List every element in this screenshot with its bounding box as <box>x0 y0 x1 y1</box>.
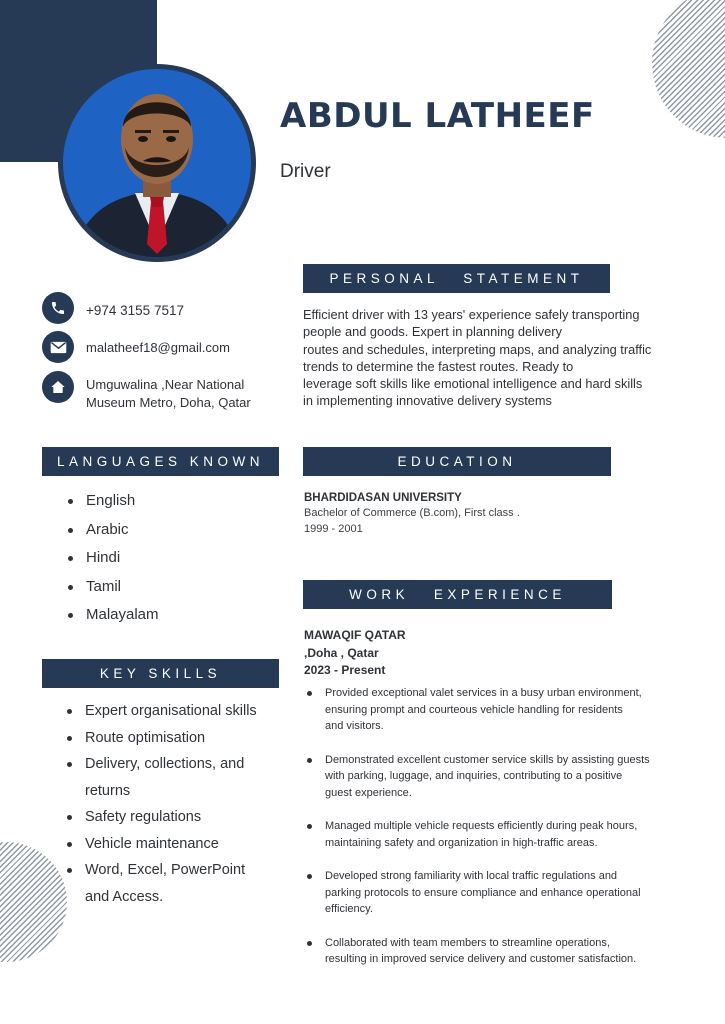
skills-list <box>63 698 257 910</box>
email-address: malatheef18@gmail.com <box>86 340 230 355</box>
list-item: Safety regulations <box>63 804 257 831</box>
work-experience-header: WORK EXPERIENCE <box>303 580 612 609</box>
list-item: Arabic <box>64 520 159 549</box>
list-item: Hindi <box>64 548 159 577</box>
education-entry <box>304 492 604 537</box>
list-item: Collaborated with team members to streamline operations, resulting in improved service delivery and customer satisfaction. <box>303 935 703 968</box>
personal-statement-text: Efficient driver with 13 years' experience safely transporting people and goods. Expert in planning delivery routes and schedules, interpreting maps, and analyzing traffic trends to determine the fastest routes. Ready to leverage soft skills like emotional intelligence and hard skills in implementing innovative delivery systems <box>303 307 652 409</box>
work-entry <box>304 627 704 680</box>
company-location: ,Doha , Qatar <box>304 645 379 660</box>
languages-list <box>64 491 159 634</box>
list-item: Delivery, collections, and <box>63 751 257 778</box>
hatched-circle-decoration <box>652 0 725 138</box>
work-period: 2023 - Present <box>304 663 386 677</box>
list-item: Word, Excel, PowerPoint <box>63 857 257 884</box>
home-address: Umguwalina ,Near National Museum Metro, Doha, Qatar <box>86 377 251 410</box>
key-skills-header: KEY SKILLS <box>42 659 279 688</box>
list-item: Provided exceptional valet services in a busy urban environment, ensuring prompt and courteous vehicle handling for residents and visitors. <box>303 685 703 735</box>
personal-statement-header: PERSONAL STATEMENT <box>303 264 610 293</box>
education-years: 1999 - 2001 <box>304 523 363 535</box>
list-item: English <box>64 491 159 520</box>
work-bullets <box>303 685 703 985</box>
mail-icon <box>42 331 74 363</box>
list-item: Managed multiple vehicle requests efficiently during peak hours, maintaining safety and organization in high-traffic areas. <box>303 818 703 851</box>
list-item: returns <box>85 782 131 799</box>
candidate-name: ABDUL LATHEEF <box>280 96 595 136</box>
job-title: Driver <box>280 161 331 182</box>
languages-header: LANGUAGES KNOWN <box>42 447 279 476</box>
list-item: Malayalam <box>64 605 159 634</box>
university-name: BHARDIDASAN UNIVERSITY <box>304 492 462 504</box>
phone-icon <box>42 292 74 324</box>
list-item: Developed strong familiarity with local traffic regulations and parking protocols to ensure compliance and enhance operational efficiency. <box>303 868 703 918</box>
list-item: Demonstrated excellent customer service skills by assisting guests with parking, luggage, and inquiries, contributing to a positive guest experience. <box>303 752 703 802</box>
home-icon <box>42 371 74 403</box>
education-header: EDUCATION <box>303 447 611 476</box>
list-item: Expert organisational skills <box>63 698 257 725</box>
degree: Bachelor of Commerce (B.com), First class . <box>304 507 520 519</box>
company-name: MAWAQIF QATAR <box>304 628 406 642</box>
list-item: Route optimisation <box>63 725 257 752</box>
list-item: Vehicle maintenance <box>63 831 257 858</box>
hatched-circle-decoration <box>0 842 67 962</box>
list-item: and Access. <box>85 888 164 905</box>
phone-number: +974 3155 7517 <box>86 303 184 318</box>
list-item: Tamil <box>64 577 159 606</box>
profile-photo <box>58 64 256 262</box>
